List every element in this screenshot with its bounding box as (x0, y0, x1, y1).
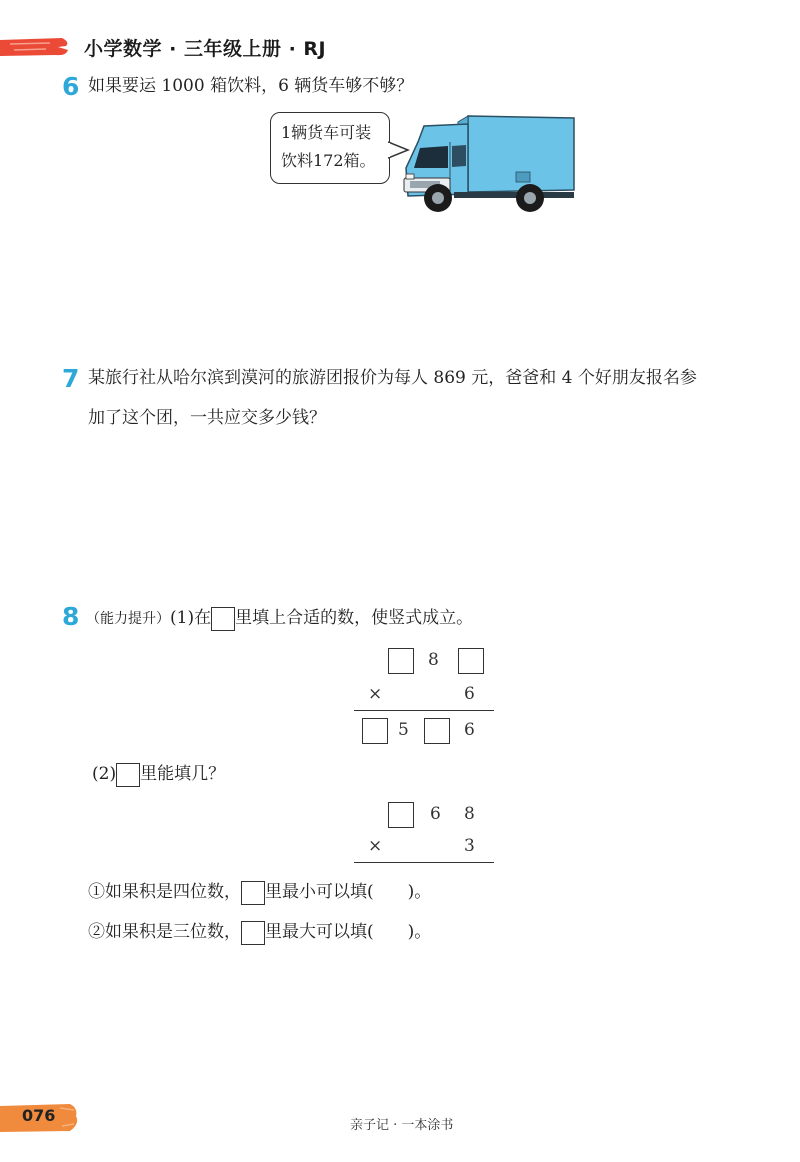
sub-question-2 (88, 912, 431, 952)
calc1-result-box-thousands[interactable] (362, 718, 388, 744)
calc2-top-digit-6: 6 (430, 804, 441, 824)
calc2-top-digit-8: 8 (464, 804, 475, 824)
part-1-prefix: (1)在 (170, 608, 212, 628)
question-7-line-2: 加了这个团，一共应交多少钱？ (88, 408, 326, 428)
footer-brand: 亲子记 · 一本涂书 (350, 1118, 454, 1133)
answer-box-inline (211, 607, 235, 631)
calc1-box-hundreds[interactable] (388, 648, 414, 674)
answer-box-inline (116, 763, 140, 787)
question-8-part-2 (92, 754, 225, 794)
calc2-box-hundreds[interactable] (388, 802, 414, 828)
calc2-multiplier: 3 (464, 836, 475, 856)
calc1-result-digit-5: 5 (398, 720, 409, 740)
bubble-line-2: 饮料172箱。 (281, 151, 376, 170)
calc1-result-box-tens[interactable] (424, 718, 450, 744)
page-number: 076 (22, 1106, 56, 1125)
page-header (0, 30, 800, 66)
speech-bubble (270, 112, 390, 184)
calc1-times-sign: × (368, 684, 383, 704)
part-1-suffix: 里填上合适的数，使竖式成立。 (235, 608, 474, 628)
book-title: 小学数学 · 三年级上册 · RJ (84, 38, 327, 60)
brush-stroke-decoration (0, 36, 70, 58)
sub-question-1 (88, 872, 431, 912)
sub-1-suffix: 里最小可以填( )。 (265, 882, 432, 902)
calc1-box-ones[interactable] (458, 648, 484, 674)
question-number-6: 6 (62, 72, 80, 101)
truck-illustration (398, 112, 582, 216)
question-number-8: 8 (62, 602, 80, 631)
bubble-line-1: 1辆货车可装 (281, 123, 372, 142)
part-2-prefix: (2) (92, 764, 117, 784)
calc2-times-sign: × (368, 836, 383, 856)
calc1-top-digit: 8 (428, 650, 439, 670)
calc2-rule (354, 862, 494, 863)
question-6-text: 如果要运 1000 箱饮料，6 辆货车够不够？ (88, 76, 414, 96)
sub-2-prefix: ②如果积是三位数， (88, 922, 241, 942)
calc1-multiplier: 6 (464, 684, 475, 704)
answer-box-inline (241, 881, 265, 905)
part-2-suffix: 里能填几？ (140, 764, 226, 784)
sub-2-suffix: 里最大可以填( )。 (265, 922, 432, 942)
question-number-7: 7 (62, 364, 80, 393)
calc1-result-digit-6: 6 (464, 720, 475, 740)
ability-tag: （能力提升） (86, 611, 170, 627)
question-8-part-1 (86, 598, 473, 639)
question-7-line-1: 某旅行社从哈尔滨到漠河的旅游团报价为每人 869 元，爸爸和 4 个好朋友报名参 (88, 368, 697, 388)
answer-box-inline (241, 921, 265, 945)
calc1-rule (354, 710, 494, 711)
sub-1-prefix: ①如果积是四位数， (88, 882, 241, 902)
